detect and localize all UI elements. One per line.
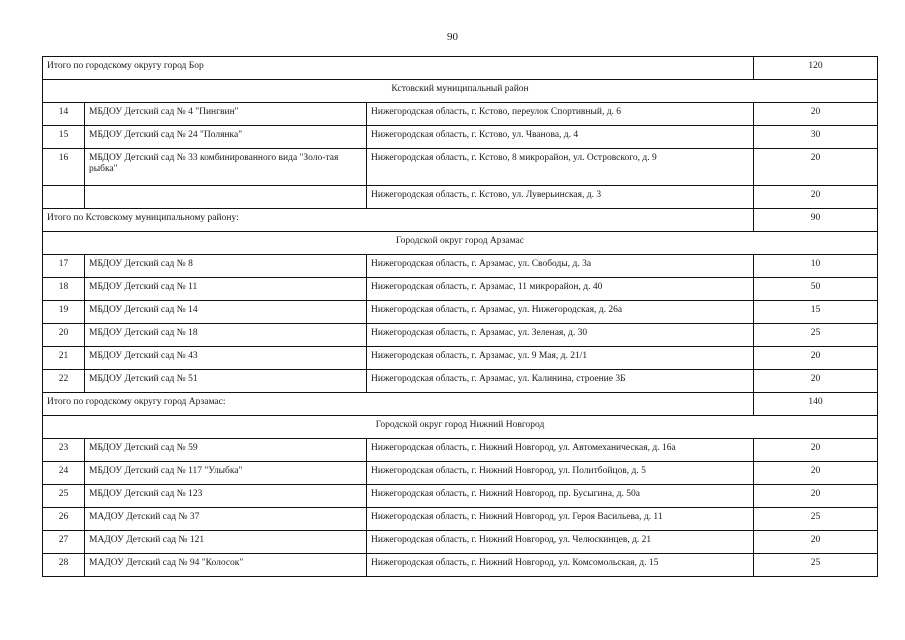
institution-address: Нижегородская область, г. Нижний Новгород, ул. Политбойцов, д. 5 <box>367 462 754 485</box>
institution-address: Нижегородская область, г. Кстово, переулок Спортивный, д. 6 <box>367 103 754 126</box>
kindergarten-table <box>42 56 878 577</box>
row-number: 27 <box>43 531 85 554</box>
institution-name: МБДОУ Детский сад № 59 <box>85 439 367 462</box>
table-row <box>43 278 878 301</box>
total-label: Итого по городскому округу город Арзамас: <box>43 393 754 416</box>
places-count: 25 <box>754 508 878 531</box>
row-number: 19 <box>43 301 85 324</box>
table-row <box>43 324 878 347</box>
table-row <box>43 347 878 370</box>
section-header-row <box>43 416 878 439</box>
institution-name: МБДОУ Детский сад № 18 <box>85 324 367 347</box>
institution-name: МБДОУ Детский сад № 14 <box>85 301 367 324</box>
total-count: 120 <box>754 57 878 80</box>
institution-name: МБДОУ Детский сад № 51 <box>85 370 367 393</box>
table-row <box>43 508 878 531</box>
institution-address: Нижегородская область, г. Нижний Новгород, ул. Автомеханическая, д. 16а <box>367 439 754 462</box>
total-count: 90 <box>754 209 878 232</box>
institution-address: Нижегородская область, г. Кстово, ул. Луверьинская, д. 3 <box>367 186 754 209</box>
institution-address: Нижегородская область, г. Арзамас, ул. 9 Мая, д. 21/1 <box>367 347 754 370</box>
institution-name: МБДОУ Детский сад № 24 "Полянка" <box>85 126 367 149</box>
total-label: Итого по Кстовскому муниципальному району: <box>43 209 754 232</box>
table-row <box>43 301 878 324</box>
places-count: 20 <box>754 370 878 393</box>
institution-address: Нижегородская область, г. Нижний Новгород, ул. Челюскинцев, д. 21 <box>367 531 754 554</box>
section-title: Городской округ город Арзамас <box>43 232 878 255</box>
row-number: 22 <box>43 370 85 393</box>
places-count: 20 <box>754 531 878 554</box>
institution-address: Нижегородская область, г. Арзамас, 11 микрорайон, д. 40 <box>367 278 754 301</box>
table-row <box>43 370 878 393</box>
row-number <box>43 186 85 209</box>
row-number: 24 <box>43 462 85 485</box>
table-row <box>43 485 878 508</box>
institution-name: МБДОУ Детский сад № 8 <box>85 255 367 278</box>
table-row <box>43 103 878 126</box>
places-count: 30 <box>754 126 878 149</box>
institution-address: Нижегородская область, г. Нижний Новгород, ул. Героя Васильева, д. 11 <box>367 508 754 531</box>
section-header-row <box>43 80 878 103</box>
institution-address: Нижегородская область, г. Арзамас, ул. Калинина, строение 3Б <box>367 370 754 393</box>
places-count: 20 <box>754 462 878 485</box>
row-number: 26 <box>43 508 85 531</box>
row-number: 14 <box>43 103 85 126</box>
institution-name: МБДОУ Детский сад № 123 <box>85 485 367 508</box>
institution-address: Нижегородская область, г. Кстово, ул. Чванова, д. 4 <box>367 126 754 149</box>
institution-name: МБДОУ Детский сад № 33 комбинированного вида "Золо-тая рыбка" <box>85 149 367 186</box>
institution-address: Нижегородская область, г. Кстово, 8 микрорайон, ул. Островского, д. 9 <box>367 149 754 186</box>
table-row <box>43 126 878 149</box>
total-row <box>43 209 878 232</box>
institution-address: Нижегородская область, г. Арзамас, ул. Зеленая, д. 30 <box>367 324 754 347</box>
row-number: 25 <box>43 485 85 508</box>
institution-name: МБДОУ Детский сад № 117 "Улыбка" <box>85 462 367 485</box>
institution-address: Нижегородская область, г. Арзамас, ул. Нижегородская, д. 26а <box>367 301 754 324</box>
table-row <box>43 255 878 278</box>
places-count: 20 <box>754 103 878 126</box>
total-row <box>43 393 878 416</box>
places-count: 20 <box>754 485 878 508</box>
places-count: 25 <box>754 554 878 577</box>
total-count: 140 <box>754 393 878 416</box>
section-title: Городской округ город Нижний Новгород <box>43 416 878 439</box>
institution-name: МБДОУ Детский сад № 4 "Пингвин" <box>85 103 367 126</box>
row-number: 15 <box>43 126 85 149</box>
total-label: Итого по городскому округу город Бор <box>43 57 754 80</box>
places-count: 20 <box>754 347 878 370</box>
places-count: 20 <box>754 186 878 209</box>
institution-address: Нижегородская область, г. Арзамас, ул. Свободы, д. 3а <box>367 255 754 278</box>
institution-name <box>85 186 367 209</box>
table-row <box>43 439 878 462</box>
places-count: 15 <box>754 301 878 324</box>
page-number: 90 <box>447 31 458 43</box>
row-number: 23 <box>43 439 85 462</box>
row-number: 28 <box>43 554 85 577</box>
row-number: 20 <box>43 324 85 347</box>
institution-name: МАДОУ Детский сад № 121 <box>85 531 367 554</box>
institution-address: Нижегородская область, г. Нижний Новгород, ул. Комсомольская, д. 15 <box>367 554 754 577</box>
places-count: 20 <box>754 149 878 186</box>
institution-name: МБДОУ Детский сад № 43 <box>85 347 367 370</box>
row-number: 16 <box>43 149 85 186</box>
table-row <box>43 554 878 577</box>
table-row <box>43 149 878 186</box>
table-row <box>43 186 878 209</box>
places-count: 25 <box>754 324 878 347</box>
table-row <box>43 531 878 554</box>
places-count: 10 <box>754 255 878 278</box>
places-count: 20 <box>754 439 878 462</box>
institution-name: МБДОУ Детский сад № 11 <box>85 278 367 301</box>
section-title: Кстовский муниципальный район <box>43 80 878 103</box>
row-number: 17 <box>43 255 85 278</box>
row-number: 21 <box>43 347 85 370</box>
institution-name: МАДОУ Детский сад № 37 <box>85 508 367 531</box>
table-row <box>43 462 878 485</box>
row-number: 18 <box>43 278 85 301</box>
places-count: 50 <box>754 278 878 301</box>
institution-name: МАДОУ Детский сад № 94 "Колосок" <box>85 554 367 577</box>
institution-address: Нижегородская область, г. Нижний Новгород, пр. Бусыгина, д. 50а <box>367 485 754 508</box>
section-header-row <box>43 232 878 255</box>
total-row <box>43 57 878 80</box>
